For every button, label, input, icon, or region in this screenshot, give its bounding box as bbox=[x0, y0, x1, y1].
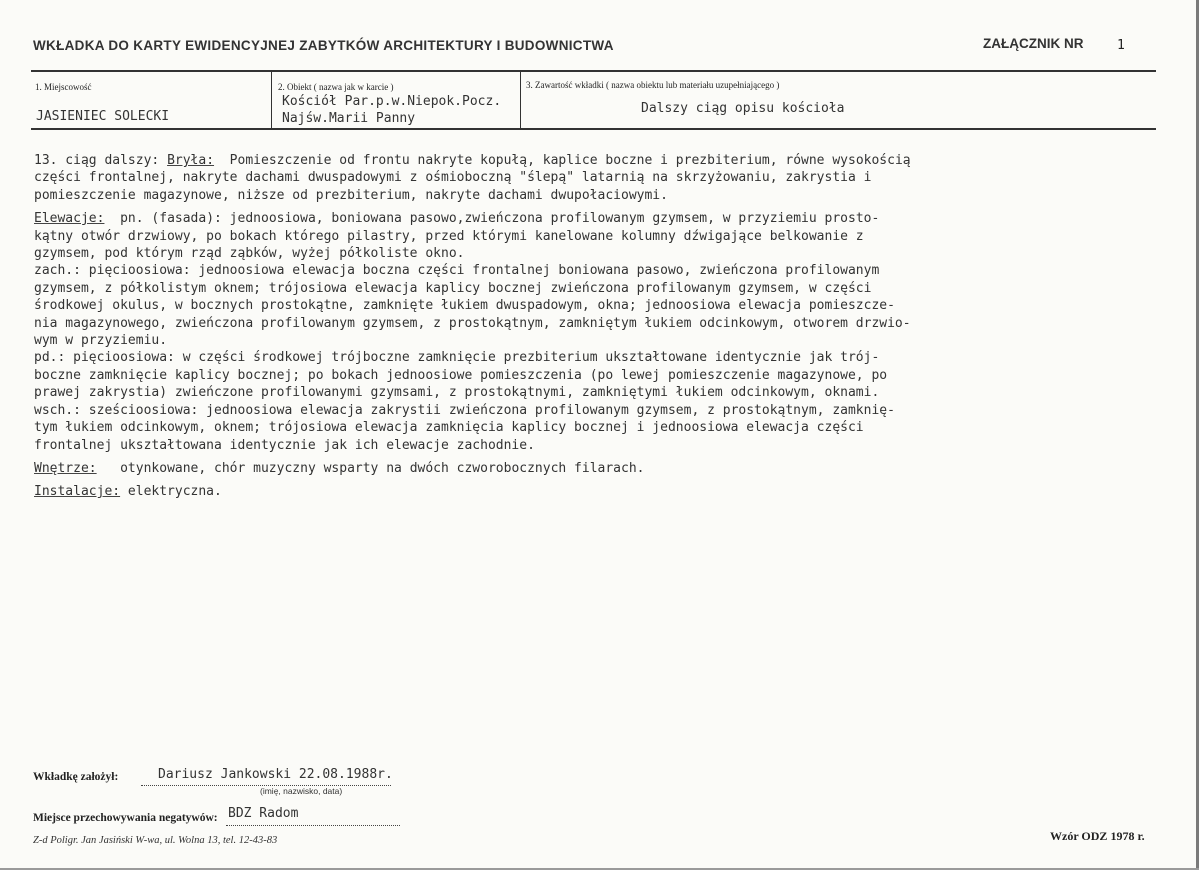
elewacje-text-5: gzymsem, z półkolistym oknem; trójosiowa elewacja kaplicy bocznej zwieńczona profilowanym gzymsem, w części bbox=[34, 280, 872, 296]
elewacje-text-12: wsch.: sześcioosiowa: jednoosiowa elewacja zakrystii zwieńczona profilowanym gzymsem, z prostokątnym, zamknię- bbox=[34, 402, 895, 418]
elewacje-text-6: środkowej okulus, w bocznych prostokątne, zamknięte łukiem dwuspadowym, okna; jednoosiowa elewacja pomieszcze- bbox=[34, 298, 895, 314]
created-by-hint: (imię, nazwisko, data) bbox=[260, 786, 343, 796]
paragraph-elewacje-line bbox=[34, 210, 1174, 227]
attachment-number: 1 bbox=[1117, 38, 1125, 53]
elewacje-text-4: zach.: pięcioosiowa: jednoosiowa elewacja boczna części frontalnej boniowana pasowo, zwieńczona profilowanym bbox=[34, 263, 880, 279]
term-elewacje: Elewacje: bbox=[34, 211, 105, 227]
bryla-text-3: pomieszczenie magazynowe, niższe od prezbiterium, nakryte dachami dwupołaciowymi. bbox=[34, 187, 668, 203]
term-wnetrze: Wnętrze: bbox=[34, 460, 97, 476]
table-top-rule bbox=[31, 70, 1156, 72]
form-title: WKŁADKA DO KARTY EWIDENCYJNEJ ZABYTKÓW ARCHITEKTURY I BUDOWNICTWA bbox=[33, 38, 614, 53]
locality-value: JASIENIEC SOLECKI bbox=[36, 109, 170, 124]
elewacje-text-11: prawej zakrystia) zwieńczone profilowanymi gzymsami, z prostokątnymi, zamkniętymi łukiem odcinkowym, oknami. bbox=[34, 385, 880, 401]
elewacje-text-2: kątny otwór drzwiowy, po bokach którego pilastry, przed którymi kanelowane kolumny dźwigające belkowanie z bbox=[34, 228, 864, 244]
printer-imprint: Z-d Poligr. Jan Jasiński W-wa, ul. Wolna 13, tel. 12-43-83 bbox=[33, 835, 278, 846]
wnetrze-text: otynkowane, chór muzyczny wsparty na dwóch czworobocznych filarach. bbox=[96, 460, 645, 476]
elewacje-text-9: pd.: pięcioosiowa: w części środkowej trójboczne zamknięcie prezbiterium ukształtowane identycznie jak trój- bbox=[34, 350, 880, 366]
form-template-id: Wzór ODZ 1978 r. bbox=[1050, 829, 1145, 843]
content-value: Dalszy ciąg opisu kościoła bbox=[641, 101, 845, 116]
table-bottom-rule bbox=[31, 128, 1156, 130]
object-label: 2. Obiekt ( nazwa jak w karcie ) bbox=[278, 82, 394, 92]
bryla-text-1: Pomieszczenie od frontu nakryte kopułą, kaplice boczne i prezbiterium, równe wysokością bbox=[214, 153, 911, 168]
created-by-value: Dariusz Jankowski 22.08.1988r. bbox=[158, 767, 393, 782]
elewacje-text-1: pn. (fasada): jednoosiowa, boniowana pasowo,zwieńczona profilowanym gzymsem, w przyziemiu prosto- bbox=[104, 211, 880, 227]
content-label: 3. Zawartość wkładki ( nazwa obiektu lub materiału uzupełniającego ) bbox=[526, 80, 780, 90]
term-instalacje: Instalacje: bbox=[34, 484, 121, 500]
elewacje-text-13: tym łukiem odcinkowym, oknem; trójosiowa elewacja zamknięcia kaplicy bocznej i jednoosiowa elewacja części bbox=[34, 420, 864, 436]
elewacje-text-8: wym w przyziemiu. bbox=[34, 333, 168, 349]
locality-label: 1. Miejscowość bbox=[35, 82, 92, 92]
column-divider-2 bbox=[520, 72, 521, 128]
column-divider-1 bbox=[271, 72, 272, 128]
negative-storage-label: Miejsce przechowywania negatywów: bbox=[33, 812, 218, 824]
elewacje-text-7: nia magazynowego, zwieńczona profilowanym gzymsem, z prostokątnym, zamkniętym łukiem odcinkowym, otworem drzwio- bbox=[34, 315, 911, 331]
negative-storage-value: BDZ Radom bbox=[228, 806, 299, 821]
attachment-label: ZAŁĄCZNIK NR bbox=[983, 36, 1084, 51]
paragraph-instalacje bbox=[34, 483, 1174, 500]
object-value-line1: Kościół Par.p.w.Niepok.Pocz. bbox=[282, 94, 502, 109]
object-value-line2: Najśw.Marii Panny bbox=[282, 111, 416, 126]
paragraph-wnetrze bbox=[34, 460, 1174, 477]
elewacje-text-14: frontalnej ukształtowana identycznie jak ich elewacje zachodnie. bbox=[34, 437, 535, 453]
elewacje-text-3: gzymsem, pod którym rząd ząbków, wyżej półkoliste okno. bbox=[34, 246, 465, 262]
elewacje-text-10: boczne zamknięcie kaplicy bocznej; po bokach jednoosiowe pomieszczenia (po lewej pomieszczenie magazynowe, po bbox=[34, 367, 888, 383]
negative-storage-dotted-line bbox=[226, 824, 400, 826]
bryla-text-2: części frontalnej, nakryte dachami dwuspadowymi z ośmioboczną "ślepą" latarnią na skrzyżowaniu, zakrystia i bbox=[34, 170, 872, 186]
created-by-label: Wkładkę założył: bbox=[33, 771, 119, 783]
term-bryla: Bryła: bbox=[167, 153, 215, 168]
instalacje-text: elektryczna. bbox=[120, 484, 222, 500]
section-number: 13. ciąg dalszy: bbox=[34, 153, 168, 168]
paragraph-bryla-line bbox=[34, 152, 1174, 169]
description-body bbox=[34, 152, 1174, 501]
